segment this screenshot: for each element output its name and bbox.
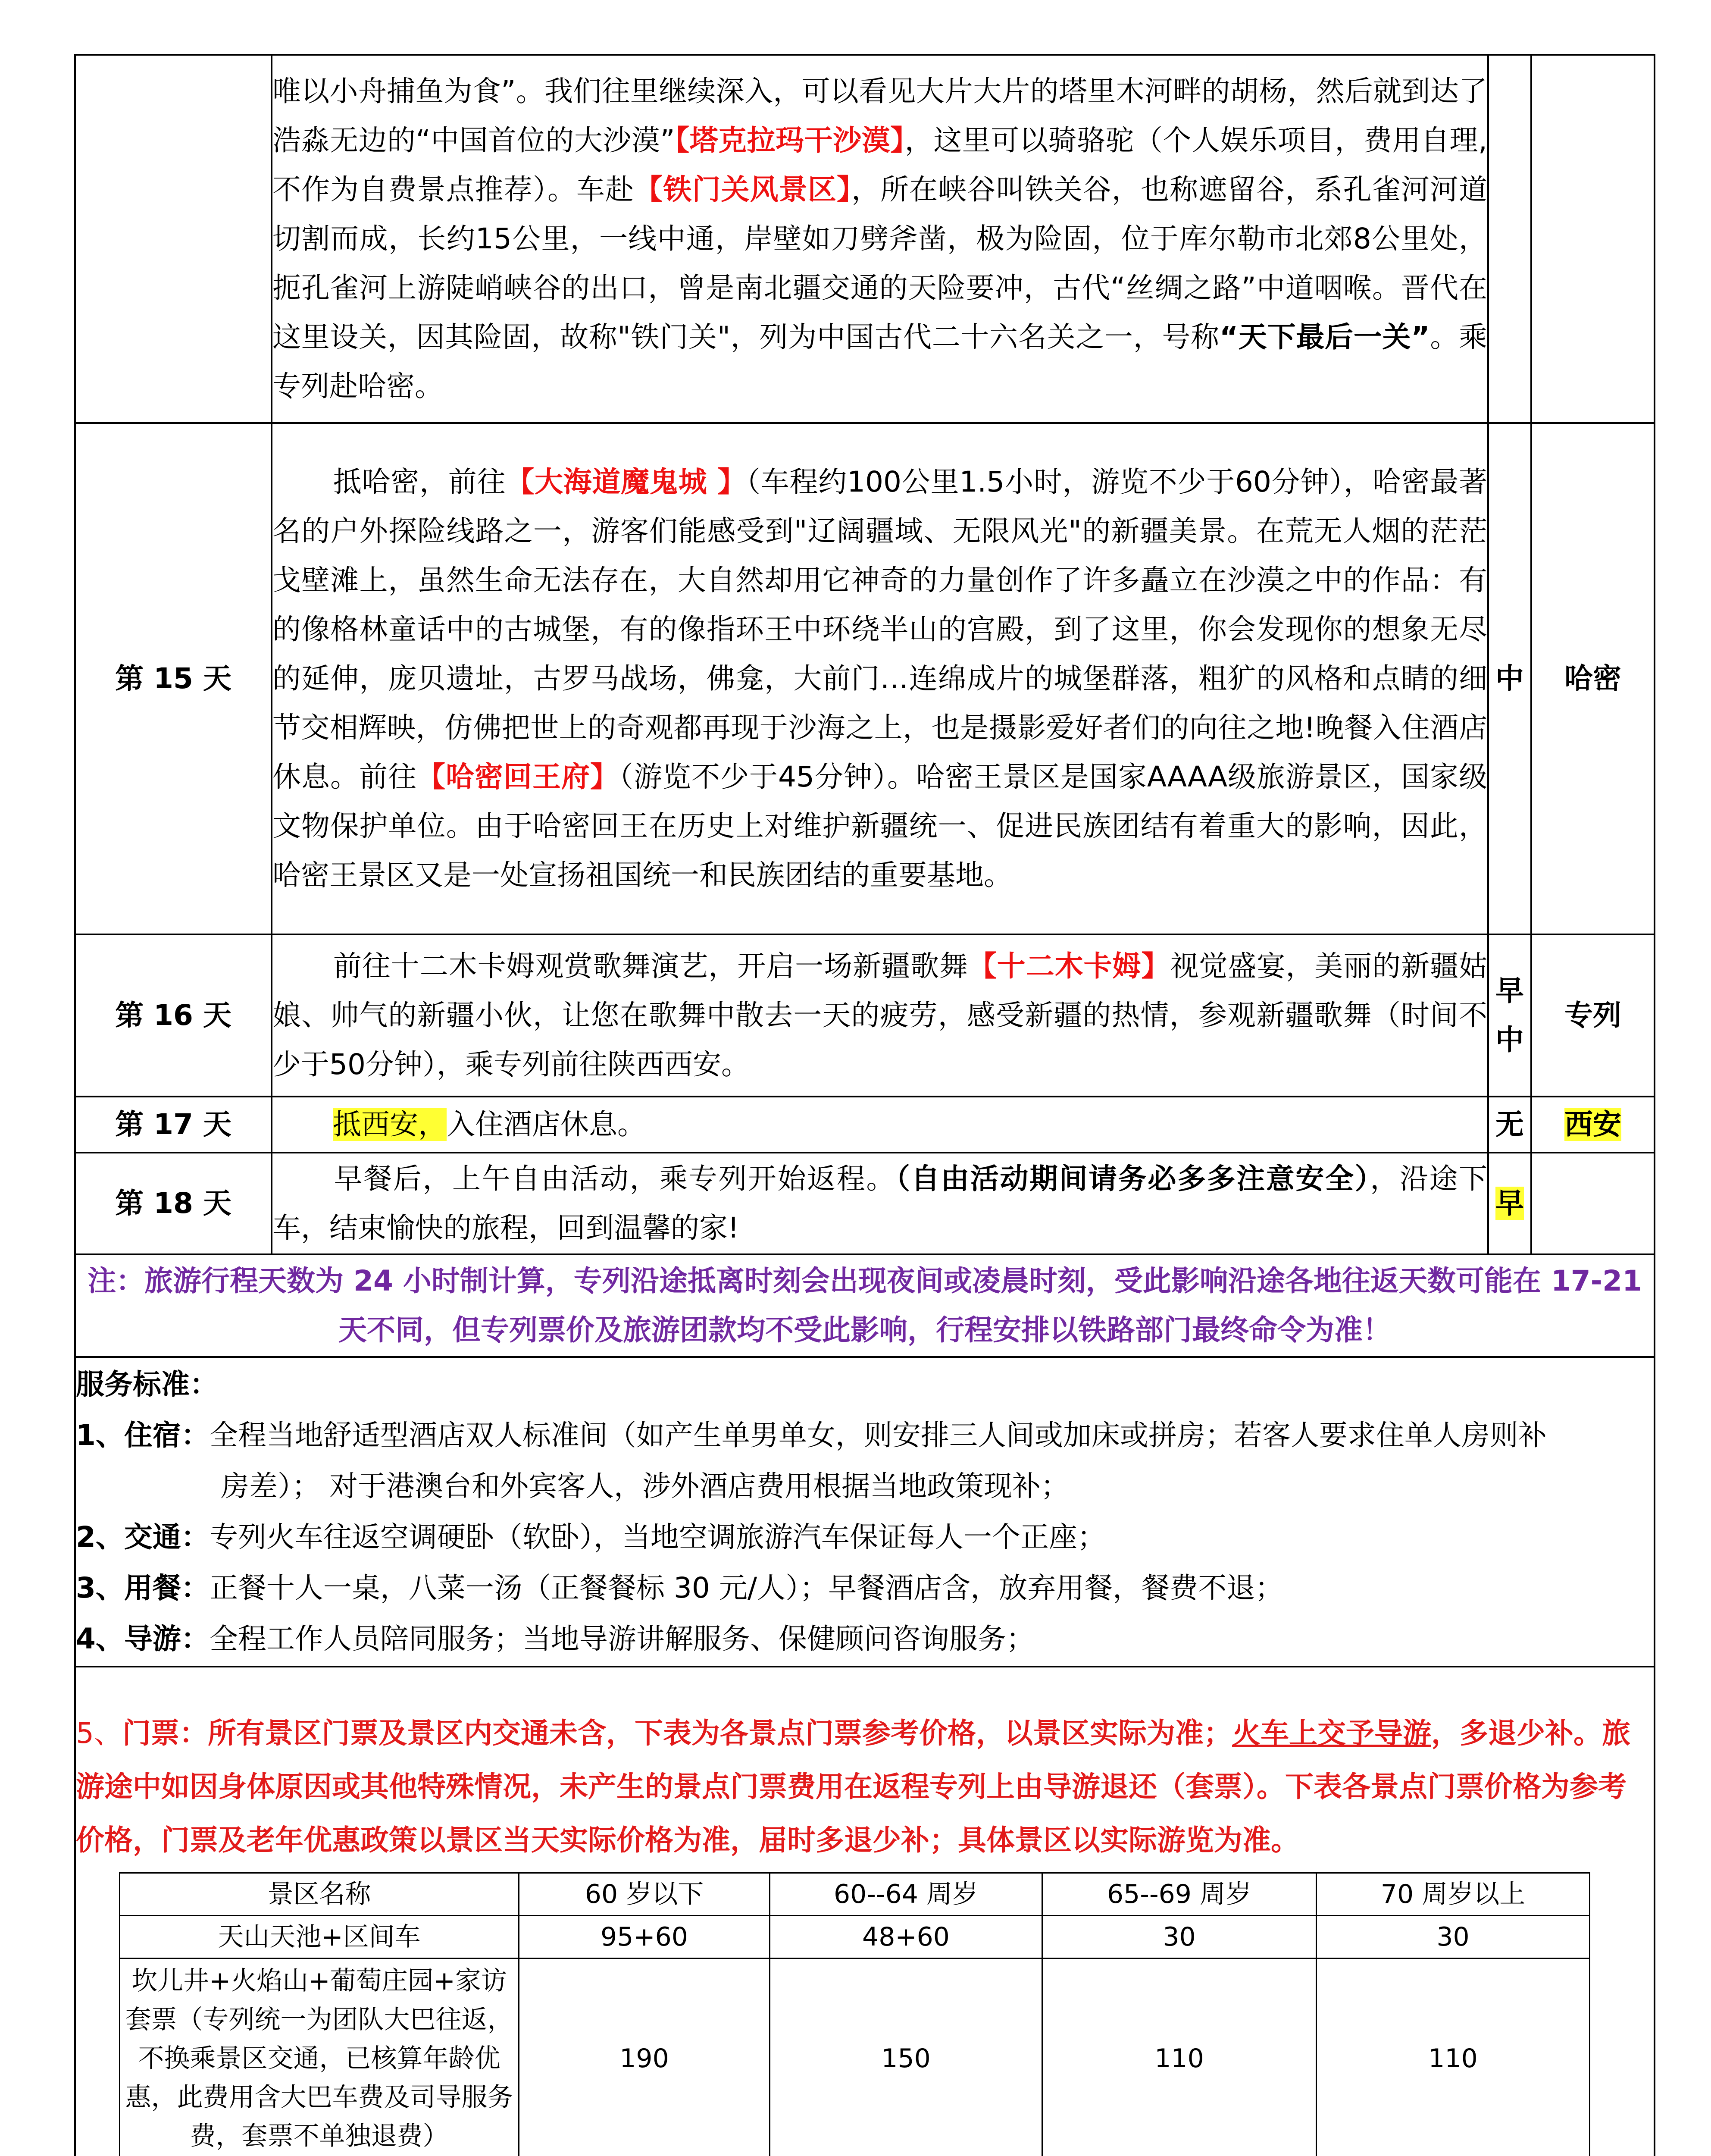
ticket-section: [75, 1667, 1655, 2156]
itinerary-row: [75, 1153, 1655, 1254]
price-header-cell: 60--64 周岁: [770, 1873, 1042, 1915]
itinerary-row: [75, 423, 1655, 934]
service-text: 全程当地舒适型酒店双人标准间（如产生单男单女，则安排三人间或加床或拼房；若客人要求住单人房则补: [209, 1419, 1547, 1452]
day-description: [272, 55, 1488, 423]
description-text: （游览不少于45分钟）。哈密王景区是国家AAAA级旅游景区，国家级文物保护单位。由于哈密回王在历史上对维护新疆统一、促进民族团结有着重大的影响，因此，哈密王景区又是一处宣扬祖国统一和民族团结的重要基地。: [272, 760, 1488, 892]
day-description: [272, 1153, 1488, 1254]
meal-cell: 无: [1488, 1097, 1531, 1153]
day-description: [272, 934, 1488, 1097]
description-text: 入住酒店休息。: [447, 1108, 646, 1141]
itinerary-page: [74, 54, 1654, 2156]
ticket-text-b: ，多退少补。旅游途中如因身体原因或其他特殊情况，未产生的景点门票费用在返程专列上由导游退还（套票）。下表各景点门票价格为参考价格，门票及老年优惠政策以景区当天实际价格为准，届时多退少补；具体景区以实际游览为准。: [76, 1716, 1630, 1857]
service-item: [76, 1614, 1654, 1664]
service-item: [76, 1410, 1654, 1461]
hotel-cell: [1531, 55, 1655, 423]
hotel-cell: [1531, 1097, 1655, 1153]
meal-cell: 中: [1488, 423, 1531, 934]
service-text: 正餐十人一桌，八菜一汤（正餐餐标 30 元/人）；早餐酒店含，放弃用餐，餐费不退；: [209, 1571, 1284, 1604]
price-cell: 天山天池+区间车: [120, 1915, 519, 1958]
day-description: [272, 1097, 1488, 1153]
attraction-name: 【十二木卡姆】: [968, 950, 1170, 983]
price-row: [120, 1915, 1590, 1958]
attraction-name: 【哈密回王府】: [417, 760, 619, 793]
ticket-num: 5、: [76, 1716, 122, 1750]
attraction-name: 【塔克拉玛干沙漠】: [675, 124, 905, 157]
day-cell: 第 16 天: [75, 934, 272, 1097]
hotel-cell: 哈密: [1531, 423, 1655, 934]
description-text: （自由活动期间请务必多多注意安全）: [896, 1162, 1370, 1195]
ticket-price-table: [119, 1872, 1590, 2156]
price-cell: 110: [1042, 1958, 1317, 2156]
hotel-cell: 专列: [1531, 934, 1655, 1097]
service-label: 4、导游：: [76, 1622, 210, 1655]
tickets-row: [75, 1667, 1655, 2156]
itinerary-table: [74, 54, 1655, 2156]
schedule-note: 注：旅游行程天数为 24 小时制计算，专列沿途抵离时刻会出现夜间或凌晨时刻，受此影响沿途各地往返天数可能在 17-21 天不同，但专列票价及旅游团款均不受此影响，行程安排以铁路部门最终命令为准！: [75, 1254, 1655, 1357]
price-header-cell: 70 周岁以上: [1317, 1873, 1590, 1915]
description-text: ，所在峡谷叫铁关谷，也称遮留谷，系孔雀河河道切割而成，长约15公里，一线中通，岸壁如刀劈斧凿，极为险固，位于库尔勒市北郊8公里处，扼孔雀河上游陡峭峡谷的出口，曾是南北疆交通的天险要冲，古代“丝绸之路”中道咽喉。晋代在这里设关，因其险固，故称"铁门关"，列为中国古代二十六名关之一，号称: [272, 173, 1488, 354]
price-header-cell: 65--69 周岁: [1042, 1873, 1317, 1915]
service-title: 服务标准：: [76, 1368, 218, 1401]
ticket-text-a: 所有景区门票及景区内交通未含，下表为各景点门票参考价格，以景区实际为准；: [208, 1716, 1232, 1750]
day-description: [272, 423, 1488, 934]
service-text-cont: 房差）； 对于港澳台和外宾客人，涉外酒店费用根据当地政策现补；: [221, 1470, 1069, 1503]
price-header-row: [120, 1873, 1590, 1915]
service-text: 专列火车往返空调硬卧（软卧），当地空调旅游汽车保证每人一个正座；: [209, 1520, 1106, 1554]
description-text: （车程约100公里1.5小时，游览不少于60分钟），哈密最著名的户外探险线路之一，游客们能感受到"辽阔疆域、无限风光"的新疆美景。在荒无人烟的茫茫戈壁滩上，虽然生命无法存在，大自然却用它神奇的力量创作了许多矗立在沙漠之中的作品：有的像格林童话中的古城堡，有的像指环王中环绕半山的宫殿，到了这里，你会发现你的想象无尽的延伸，庞贝遗址，古罗马战场，佛龛，大前门…连绵成片的城堡群落，粗犷的风格和点睛的细节交相辉映，仿佛把世上的奇观都再现于沙海之上，也是摄影爱好者们的向往之地!晚餐入住酒店休息。前往: [272, 465, 1488, 793]
price-cell: 110: [1317, 1958, 1590, 2156]
ticket-label: 门票：: [122, 1716, 208, 1750]
attraction-name: 【大海道魔鬼城 】: [506, 465, 747, 498]
meal-highlight: 早: [1495, 1187, 1524, 1220]
price-cell: 30: [1042, 1915, 1317, 1958]
service-item: [76, 1512, 1654, 1563]
description-text: 抵哈密，前往: [333, 465, 506, 498]
meal-cell: [1488, 55, 1531, 423]
note-row: [75, 1254, 1655, 1357]
description-text: “天下最后一关”: [1219, 320, 1430, 354]
day-cell: [75, 55, 272, 423]
price-cell: 坎儿井+火焰山+葡萄庄园+家访套票（专列统一为团队大巴往返，不换乘景区交通，已核算年龄优惠，此费用含大巴车费及司导服务费，套票不单独退费）: [120, 1958, 519, 2156]
price-cell: 95+60: [519, 1915, 770, 1958]
description-text: ，沿途下车，结束愉快的旅程，回到温馨的家!: [272, 1162, 1488, 1244]
price-cell: 30: [1317, 1915, 1590, 1958]
description-text: 前往十二木卡姆观赏歌舞演艺，开启一场新疆歌舞: [333, 950, 968, 983]
hotel-cell: [1531, 1153, 1655, 1254]
price-cell: 48+60: [770, 1915, 1042, 1958]
ticket-note: [76, 1707, 1654, 1867]
price-row: [120, 1958, 1590, 2156]
service-label: 3、用餐：: [76, 1571, 210, 1604]
day-cell: 第 15 天: [75, 423, 272, 934]
meal-cell: [1488, 1153, 1531, 1254]
description-text: 抵西安，: [333, 1108, 447, 1141]
description-text: 视觉盛宴，美丽的新疆姑娘、帅气的新疆小伙，让您在歌舞中散去一天的疲劳，感受新疆的热情，参观新疆歌舞（时间不少于50分钟），乘专列前往陕西西安。: [272, 950, 1488, 1081]
day-cell: 第 17 天: [75, 1097, 272, 1153]
service-standards: [75, 1357, 1655, 1667]
price-header-cell: 景区名称: [120, 1873, 519, 1915]
description-text: 早餐后，上午自由活动，乘专列开始返程。: [333, 1162, 896, 1195]
service-item: [76, 1563, 1654, 1614]
service-row: [75, 1357, 1655, 1667]
description-text: 唯以小舟捕鱼为食”。我们往里继续深入，可以看见大片大片的塔里木河畔的胡杨，然后就到达了浩淼无边的“中国首位的大沙漠”: [272, 75, 1487, 157]
meal-cell: 早 中: [1488, 934, 1531, 1097]
itinerary-row: [75, 934, 1655, 1097]
service-text: 全程工作人员陪同服务；当地导游讲解服务、保健顾问咨询服务；: [209, 1622, 1035, 1655]
service-label: 1、住宿：: [76, 1419, 210, 1452]
price-cell: 150: [770, 1958, 1042, 2156]
price-cell: 190: [519, 1958, 770, 2156]
attraction-name: 【铁门关风景区】: [634, 173, 852, 206]
service-label: 2、交通：: [76, 1520, 210, 1554]
description-text: ，这里可以骑骆驼（个人娱乐项目，费用自理,不作为自费景点推荐）。车赴: [272, 124, 1488, 206]
itinerary-row: [75, 1097, 1655, 1153]
price-header-cell: 60 岁以下: [519, 1873, 770, 1915]
ticket-text-underlined: 火车上交予导游: [1232, 1716, 1431, 1750]
hotel-highlight: 西安: [1564, 1108, 1621, 1141]
description-text: 。乘专列赴哈密。: [272, 320, 1487, 403]
day-cell: 第 18 天: [75, 1153, 272, 1254]
itinerary-row: [75, 55, 1655, 423]
